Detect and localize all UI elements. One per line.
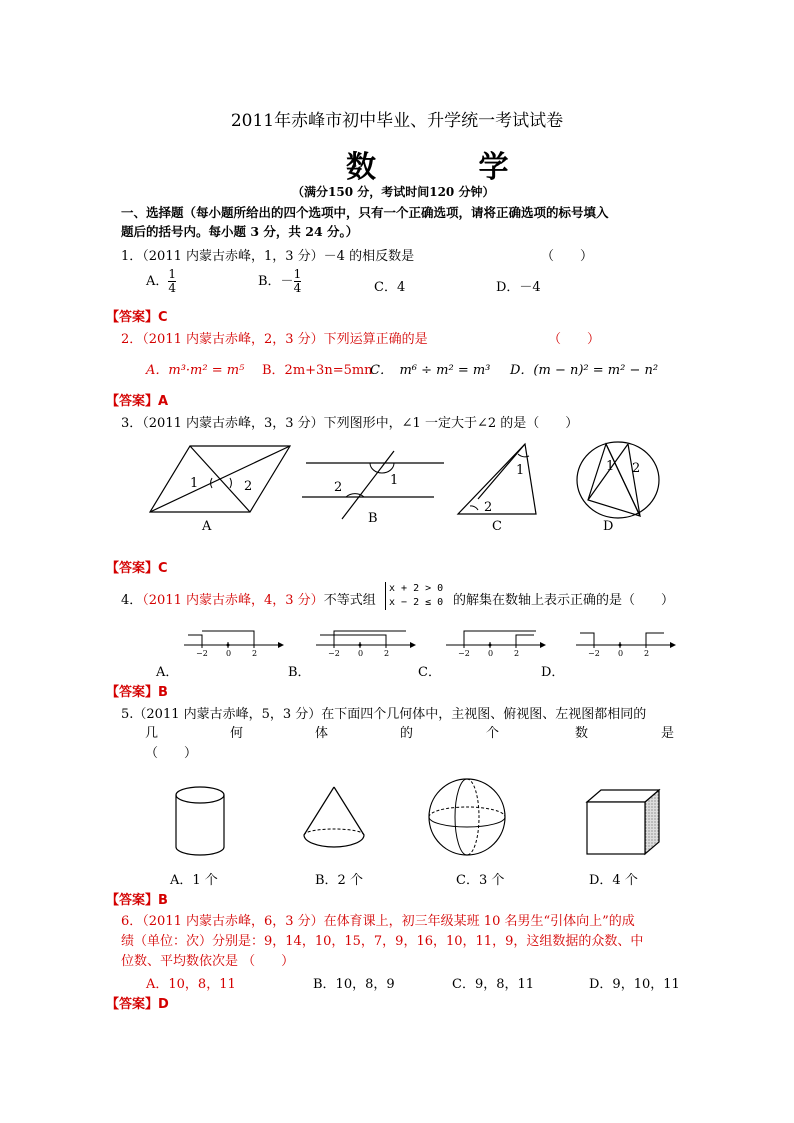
q6-option-c: C．9，8，11 <box>452 977 535 992</box>
q2-stem-text: 2．（2011 内蒙古赤峰，2，3 分）下列运算正确的是 <box>121 332 428 347</box>
q5-option-c: C．3 个 <box>456 873 505 888</box>
q3-stem: 3．（2011 内蒙古赤峰，3，3 分）下列图形中，∠1 一定大于∠2 的是（ ） <box>121 416 579 431</box>
q3a-angle2: 2 <box>244 479 253 494</box>
q3b-angle1: 1 <box>390 473 399 488</box>
q4d-tick-neg2: −2 <box>588 649 600 658</box>
q3-figure-a <box>150 440 290 520</box>
q5-char-4: 个 <box>486 726 500 741</box>
q3b-angle2: 2 <box>334 480 343 495</box>
score-note: （满分150 分，考试时间120 分钟） <box>292 185 495 199</box>
q3-label-b: B <box>368 511 378 526</box>
q6-option-a: A．10，8，11 <box>146 977 236 992</box>
q4b-tick-0: 0 <box>358 649 364 658</box>
q4c-tick-2: 2 <box>514 649 520 658</box>
q4a-tick-0: 0 <box>226 649 232 658</box>
q4-text2: 的解集在数轴上表示正确的是（ ） <box>453 593 675 608</box>
q5-bracket: （ ） <box>145 746 198 761</box>
q4-text1: 不等式组 <box>323 593 376 608</box>
q4-ineq2: x − 2 ≤ 0 <box>389 597 444 608</box>
q1-stem: 1．（2011 内蒙古赤峰，1，3 分）－4 的相反数是 <box>121 249 415 264</box>
q4a-tick-2: 2 <box>252 649 258 658</box>
q5-char-5: 数 <box>575 726 589 741</box>
q4-system <box>385 582 443 610</box>
q4-prefix: 4． <box>121 593 143 608</box>
section-heading-line2: 题后的括号内。每小题 3 分，共 24 分。） <box>121 224 359 239</box>
q2-stem <box>121 328 428 347</box>
q4a-tick-neg2: −2 <box>196 649 208 658</box>
q6-option-d: D．9，10，11 <box>589 977 680 992</box>
q3d-angle1: 1 <box>606 459 615 474</box>
q1-option-c: C．4 <box>374 280 406 295</box>
q4c-tick-neg2: −2 <box>458 649 470 658</box>
q5-cube <box>585 788 665 858</box>
q1-bracket: （ ） <box>541 249 594 264</box>
q3c-angle1: 1 <box>516 463 525 478</box>
q5-cylinder <box>170 785 230 860</box>
q5-line1: 5.（2011 内蒙古赤峰，5，3 分）在下面四个几何体中，主视图、俯视图、左视图都相同的 <box>121 707 647 722</box>
q3-answer: 【答案】C <box>106 561 168 576</box>
q4c-tick-0: 0 <box>488 649 494 658</box>
q5-option-d: D．4 个 <box>589 873 638 888</box>
q6-line1: 6．（2011 内蒙古赤峰，6，3 分）在体育课上，初三年级某班 10 名男生“引体向上”的成 <box>121 914 635 929</box>
q3a-angle1: 1 <box>190 476 199 491</box>
q2-option-b: B．2m+3n=5mn <box>262 363 373 378</box>
q4-answer: 【答案】B <box>106 685 168 700</box>
q5-char-3: 的 <box>400 726 414 741</box>
q3-label-c: C <box>492 519 502 534</box>
q6-answer: 【答案】D <box>106 997 169 1012</box>
q4-ineq1: x + 2 > 0 <box>389 583 444 594</box>
q5-option-b: B．2 个 <box>315 873 363 888</box>
q2-answer: 【答案】A <box>106 394 169 409</box>
q5-char-2: 体 <box>315 726 329 741</box>
q4d-tick-0: 0 <box>618 649 624 658</box>
q3-figure-d <box>576 440 661 520</box>
q3d-angle2: 2 <box>632 461 641 476</box>
q3c-angle2: 2 <box>484 500 493 515</box>
q5-answer: 【答案】B <box>106 893 168 908</box>
q1-option-a: A． $\frac{1}{4}$ <box>146 267 177 295</box>
q5-sphere <box>425 775 509 859</box>
q3-figure-b <box>302 445 447 520</box>
q3-label-a: A <box>202 519 212 534</box>
q1-option-d: D．－4 <box>496 280 541 295</box>
q4d-tick-2: 2 <box>644 649 650 658</box>
q2-bracket: （ ） <box>548 332 601 347</box>
q5-cone <box>300 785 370 855</box>
q1-option-b: B．－ $\frac{1}{4}$ <box>258 267 302 295</box>
q4-label-d: D． <box>541 665 565 680</box>
page-title: 2011年赤峰市初中毕业、升学统一考试试卷 <box>230 111 564 131</box>
q3-figure-c <box>458 440 538 520</box>
q2-option-d: D．(m − n)² = m² − n² <box>510 363 659 378</box>
q2-option-c: C． m⁶ ÷ m² = m³ <box>370 363 491 378</box>
q6-line2: 绩（单位：次）分别是：9，14，10，15，7，9，16，10，11，9，这组数据的众数、中 <box>121 934 644 949</box>
section-heading-line1: 一、选择题（每小题所给出的四个选项中，只有一个正确选项，请将正确选项的标号填入 <box>121 205 609 220</box>
q5-char-0: 几 <box>145 726 159 741</box>
q1-answer: 【答案】C <box>106 310 168 325</box>
q4-stem <box>121 589 376 608</box>
q4b-tick-2: 2 <box>384 649 390 658</box>
q4-source: （2011 内蒙古赤峰，4，3 分） <box>142 593 324 608</box>
q4b-tick-neg2: −2 <box>328 649 340 658</box>
q6-line3: 位数、平均数依次是 （ ） <box>121 954 295 969</box>
q5-char-6: 是 <box>661 726 675 741</box>
q4-label-b: B． <box>288 665 311 680</box>
q5-option-a: A．1 个 <box>170 873 218 888</box>
q2-option-a: A．m³·m² = m⁵ <box>146 363 245 378</box>
q5-char-1: 何 <box>230 726 244 741</box>
q6-option-b: B．10，8，9 <box>313 977 395 992</box>
subject-title: 数 学 <box>346 150 555 185</box>
q3-label-d: D <box>603 519 614 534</box>
q4-label-a: A． <box>156 665 179 680</box>
q4-label-c: C． <box>418 665 441 680</box>
